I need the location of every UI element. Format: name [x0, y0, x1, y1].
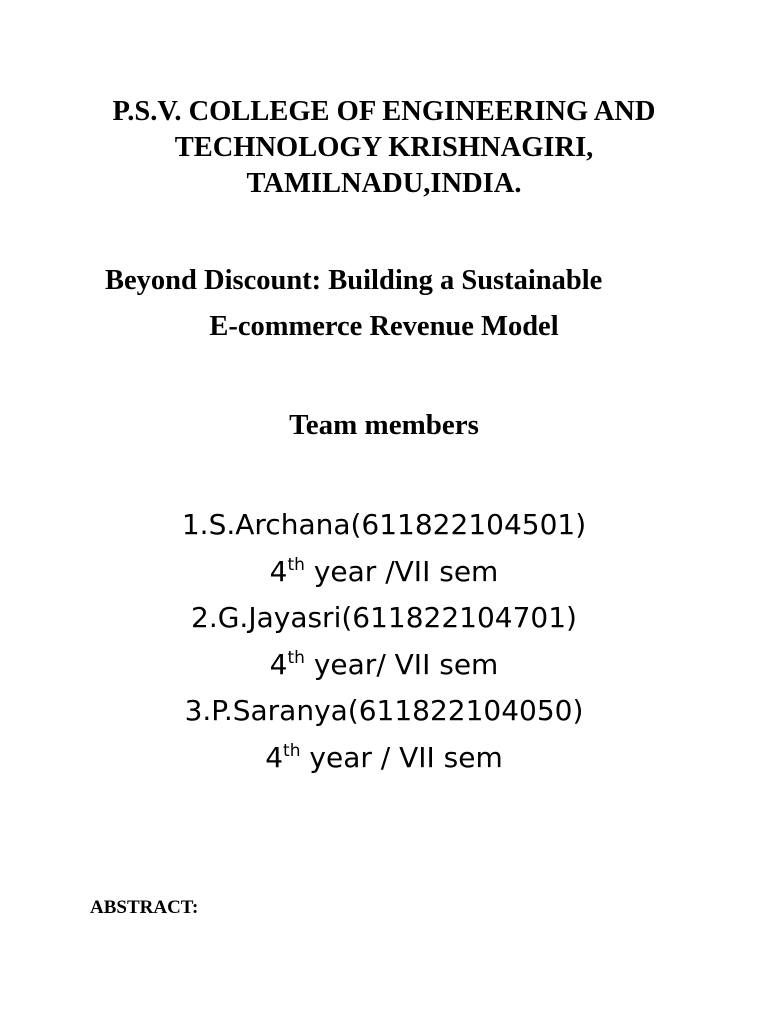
member-1-year: [0, 549, 768, 596]
member-2-year-text: year/ VII sem: [304, 647, 499, 681]
college-name: [60, 94, 708, 202]
team-members-list: [0, 502, 768, 781]
member-1-year-suffix: th: [287, 554, 305, 575]
member-3-name: 3.P.Saranya(611822104050): [184, 694, 584, 727]
member-3-year-number: 4: [265, 740, 284, 774]
college-name-line-3: TAMILNADU,INDIA.: [246, 168, 522, 199]
member-2-year-suffix: th: [287, 647, 305, 668]
paper-title-line-1: Beyond Discount: Building a Sustainable: [105, 265, 603, 296]
member-3-year: [0, 735, 768, 782]
college-name-line-2: TECHNOLOGY KRISHNAGIRI,: [174, 132, 594, 163]
member-2-year: [0, 642, 768, 689]
member-1-name: 1.S.Archana(611822104501): [181, 508, 587, 541]
member-1-year-number: 4: [269, 554, 288, 588]
member-3-year-text: year / VII sem: [300, 740, 503, 774]
member-2-name: 2.G.Jayasri(611822104701): [191, 601, 577, 634]
team-members-heading: Team members: [289, 409, 479, 441]
college-name-line-1: P.S.V. COLLEGE OF ENGINEERING AND: [112, 96, 656, 127]
member-2-year-number: 4: [269, 647, 288, 681]
abstract-heading: ABSTRACT:: [90, 897, 199, 918]
paper-title-line-2: E-commerce Revenue Model: [209, 311, 559, 342]
member-3-year-suffix: th: [283, 740, 301, 761]
member-1-year-text: year /VII sem: [304, 554, 499, 588]
